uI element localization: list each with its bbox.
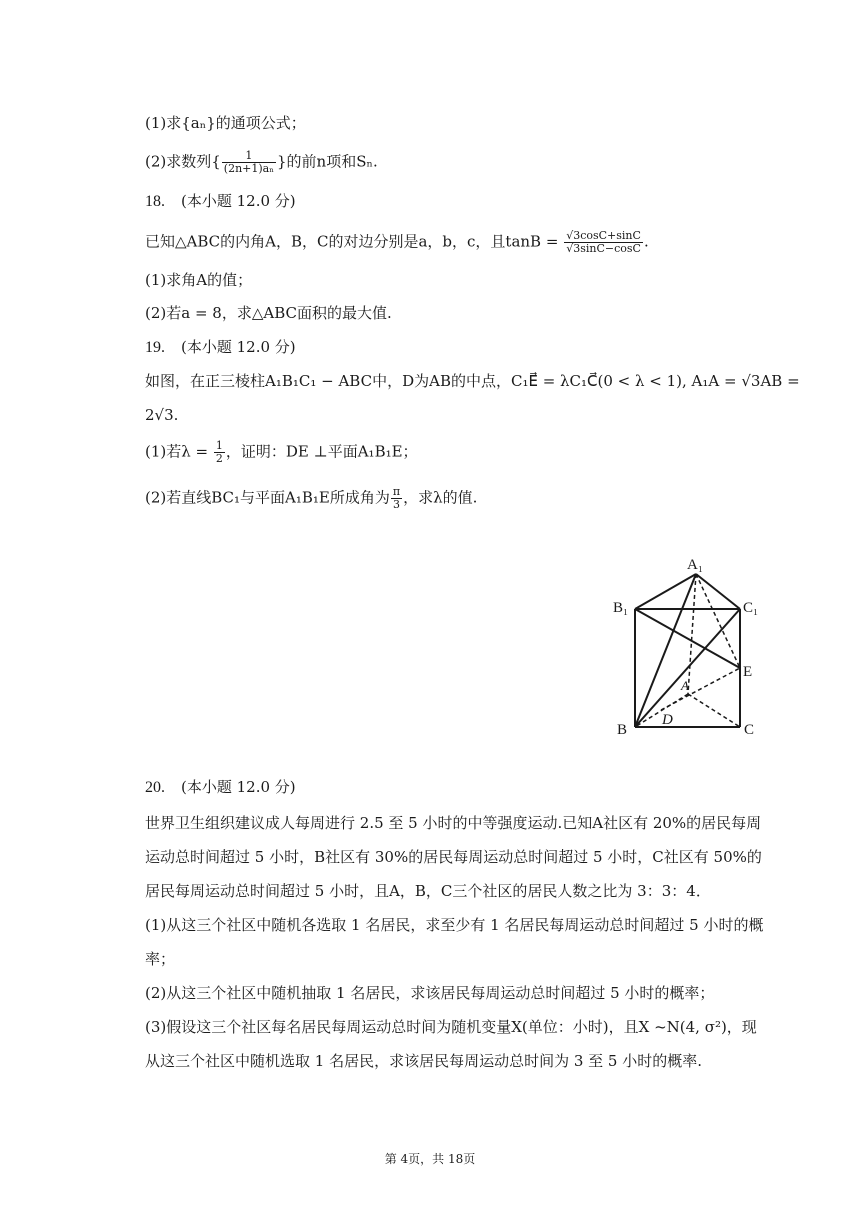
q20-stem-line2: 运动总时间超过 5 小时，B社区有 30%的居民每周运动总时间超过 5 小时，C社区有 50%的 (145, 848, 762, 866)
q17-part2-fraction (222, 150, 276, 175)
q19-stem-line2: 2√3. (145, 406, 179, 424)
segment-B1E (635, 609, 740, 668)
q20-part1-line2: 率； (145, 950, 176, 968)
question-points: (本小题 12.0 分) (181, 192, 296, 210)
segment-A1E-hidden (696, 574, 740, 668)
q17-part1: (1)求{aₙ}的通项公式； (145, 114, 306, 132)
label-C: C (744, 722, 755, 738)
q19-part2-post: ，求λ的值. (403, 488, 478, 507)
q19-part2 (145, 486, 477, 511)
q19-header (145, 336, 296, 359)
q18-stem-fraction (564, 230, 643, 255)
q19-part1-pre: (1)若λ = (145, 442, 209, 461)
q20-part2: (2)从这三个社区中随机抽取 1 名居民，求该居民每周运动总时间超过 5 小时的概率； (145, 984, 715, 1002)
q20-header (145, 776, 296, 799)
q17-part2 (145, 150, 378, 175)
fraction-numerator: π (392, 485, 401, 498)
q19-stem-line1: 如图，在正三棱柱A₁B₁C₁ − ABC中，D为AB的中点，C₁E⃗ = λC₁C⃗(0 < λ < 1), A₁A = √3AB = (145, 372, 800, 390)
fraction-numerator: 1 (215, 439, 223, 452)
label-E: E (743, 664, 753, 680)
edge-A1C1 (696, 574, 740, 609)
edge-AC-hidden (688, 694, 740, 727)
question-number: 18. (145, 193, 165, 210)
q18-stem-pre: 已知△ABC的内角A，B，C的对边分别是a，b，c，且tanB = (145, 232, 559, 251)
q17-part2-post: }的前n项和Sₙ. (277, 152, 378, 171)
page-footer: 第 4页，共 18页 (384, 1152, 476, 1166)
q19-part1-fraction (214, 440, 225, 465)
q20-stem-line1: 世界卫生组织建议成人每周进行 2.5 至 5 小时的中等强度运动.已知A社区有 20%的居民每周 (145, 814, 762, 832)
question-number: 20. (145, 779, 165, 796)
q20-part1-line1: (1)从这三个社区中随机各选取 1 名居民，求至少有 1 名居民每周运动总时间超过 5 小时的概 (145, 916, 764, 934)
fraction-denominator: √3sinC−cosC (566, 242, 641, 255)
q18-header (145, 190, 296, 213)
label-B: B (617, 722, 628, 738)
fraction-numerator: √3cosC+sinC (566, 229, 641, 242)
label-A: A (681, 678, 689, 693)
fraction-denominator: 2 (215, 452, 223, 465)
label-A1: A₁ (687, 557, 704, 573)
q18-part1: (1)求角A的值； (145, 271, 253, 289)
q18-part2: (2)若a = 8，求△ABC面积的最大值. (145, 304, 392, 322)
q19-part2-pre: (2)若直线BC₁与平面A₁B₁E所成角为 (145, 488, 390, 507)
segment-A1B (635, 574, 696, 727)
q18-stem (145, 230, 649, 255)
q20-part3-line2: 从这三个社区中随机选取 1 名居民，求该居民每周运动总时间为 3 至 5 小时的概率. (145, 1052, 703, 1070)
label-B1: B₁ (613, 600, 629, 616)
q20-stem-line3: 居民每周运动总时间超过 5 小时，且A，B，C三个社区的居民人数之比为 3：3：4． (145, 882, 711, 900)
q18-stem-post: . (643, 232, 649, 251)
label-D: D (662, 712, 673, 728)
q19-part1-post: ，证明：DE ⊥平面A₁B₁E； (225, 442, 418, 461)
question-points: (本小题 12.0 分) (181, 778, 296, 796)
q19-part2-fraction (391, 486, 402, 511)
fraction-numerator: 1 (222, 150, 276, 163)
q20-part3-line1: (3)假设这三个社区每名居民每周运动总时间为随机变量X(单位：小时)，且X ~N(4, σ²)，现 (145, 1018, 757, 1036)
fraction-denominator: (2n+1)aₙ (223, 162, 274, 175)
question-number: 19. (145, 339, 165, 356)
edge-A1B1 (635, 574, 696, 609)
prism-figure (600, 548, 770, 743)
question-points: (本小题 12.0 分) (181, 338, 296, 356)
label-C1: C₁ (743, 600, 759, 616)
q19-part1 (145, 440, 418, 465)
q17-part2-pre: (2)求数列{ (145, 152, 221, 171)
fraction-denominator: 3 (392, 498, 400, 511)
segment-BC1 (635, 609, 740, 727)
